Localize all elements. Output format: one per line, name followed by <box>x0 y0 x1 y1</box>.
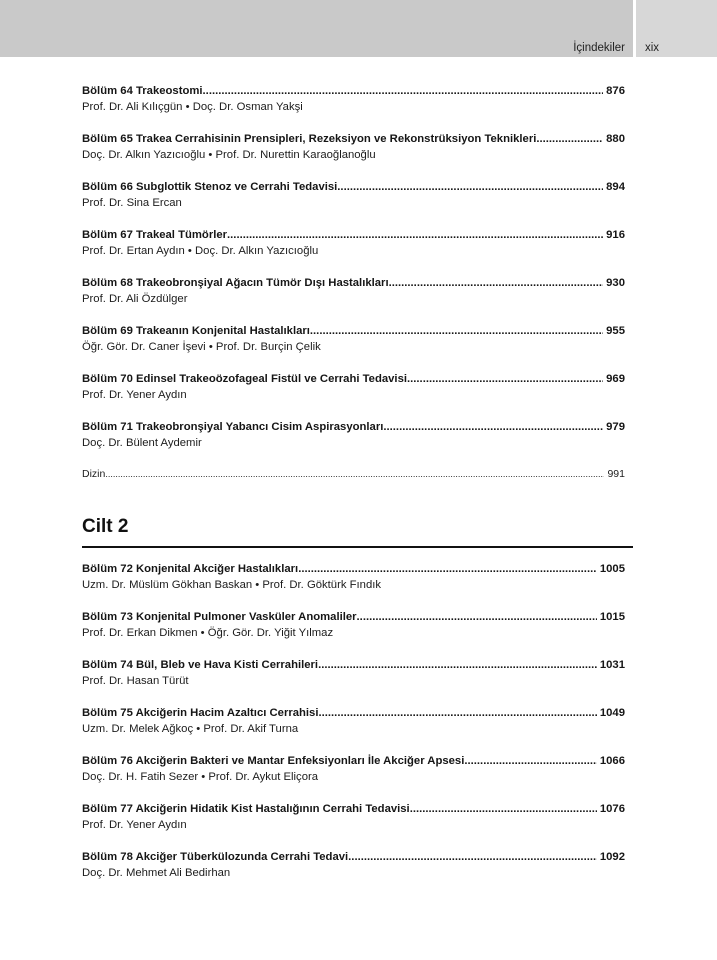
dot-leader <box>318 706 596 721</box>
chapter-authors: Prof. Dr. Erkan Dikmen • Öğr. Gör. Dr. Yiğit Yılmaz <box>82 627 334 639</box>
entry-title-row <box>82 276 625 291</box>
dot-leader <box>410 802 597 817</box>
toc-entry-ch67 <box>82 228 625 276</box>
dot-leader <box>357 610 597 625</box>
entry-title-row <box>82 420 625 435</box>
dot-leader <box>203 84 604 99</box>
toc-entry-ch70 <box>82 372 625 420</box>
chapter-authors: Prof. Dr. Yener Aydın <box>82 389 187 401</box>
entry-title-row <box>82 562 625 577</box>
dot-leader <box>318 658 597 673</box>
running-header-page-box <box>636 0 717 57</box>
entry-title-row <box>82 132 625 147</box>
index-label: Dizin <box>82 468 106 480</box>
chapter-page-number: 1049 <box>599 707 625 719</box>
volume-heading: Cilt 2 <box>82 516 129 537</box>
dot-leader <box>227 228 603 243</box>
chapter-page-number: 916 <box>606 229 625 241</box>
dot-leader <box>310 324 603 339</box>
toc-entry-ch78 <box>82 850 625 898</box>
chapter-title: Bölüm 67 Trakeal Tümörler <box>82 229 228 241</box>
chapter-page-number: 969 <box>606 373 625 385</box>
chapter-authors: Doç. Dr. Alkın Yazıcıoğlu • Prof. Dr. Nurettin Karaoğlanoğlu <box>82 149 376 161</box>
entry-title-row <box>82 658 625 673</box>
page-number: xix <box>645 42 660 54</box>
chapter-authors: Uzm. Dr. Müslüm Gökhan Baskan • Prof. Dr. Göktürk Fındık <box>82 579 382 591</box>
running-header-band <box>0 0 633 57</box>
dot-leader <box>407 372 603 387</box>
entry-title-row <box>82 610 625 625</box>
chapter-page-number: 979 <box>606 421 625 433</box>
toc-entry-ch76 <box>82 754 625 802</box>
dot-leader <box>298 562 597 577</box>
chapter-title: Bölüm 74 Bül, Bleb ve Hava Kisti Cerrahileri <box>82 659 319 671</box>
dot-leader <box>105 467 604 481</box>
toc-list-volume-2 <box>82 562 625 898</box>
chapter-page-number: 880 <box>606 133 625 145</box>
toc-entry-ch65 <box>82 132 625 180</box>
chapter-page-number: 1005 <box>599 563 625 575</box>
toc-list-volume-1 <box>82 84 625 468</box>
dot-leader <box>348 850 597 865</box>
chapter-authors: Doç. Dr. H. Fatih Sezer • Prof. Dr. Aykut Eliçora <box>82 771 319 783</box>
running-header-section-title: İçindekiler <box>573 42 625 54</box>
entry-title-row <box>82 372 625 387</box>
chapter-title: Bölüm 77 Akciğerin Hidatik Kist Hastalığının Cerrahi Tedavisi <box>82 803 410 815</box>
chapter-page-number: 894 <box>606 181 625 193</box>
chapter-title: Bölüm 72 Konjenital Akciğer Hastalıkları <box>82 563 299 575</box>
chapter-authors: Prof. Dr. Ertan Aydın • Doç. Dr. Alkın Yazıcıoğlu <box>82 245 319 257</box>
chapter-authors: Doç. Dr. Mehmet Ali Bedirhan <box>82 867 231 879</box>
entry-title-row <box>82 706 625 721</box>
chapter-title: Bölüm 69 Trakeanın Konjenital Hastalıkları <box>82 325 310 337</box>
chapter-authors: Prof. Dr. Yener Aydın <box>82 819 187 831</box>
index-page-number: 991 <box>607 468 625 480</box>
toc-entry-ch72 <box>82 562 625 610</box>
chapter-title: Bölüm 73 Konjenital Pulmoner Vasküler Anomaliler <box>82 611 357 623</box>
chapter-authors: Doç. Dr. Bülent Aydemir <box>82 437 202 449</box>
entry-title-row <box>82 84 625 99</box>
chapter-authors: Prof. Dr. Sina Ercan <box>82 197 182 209</box>
chapter-title: Bölüm 64 Trakeostomi <box>82 85 203 97</box>
dot-leader <box>383 420 603 435</box>
toc-entry-ch71 <box>82 420 625 468</box>
chapter-authors: Prof. Dr. Hasan Türüt <box>82 675 189 687</box>
chapter-authors: Uzm. Dr. Melek Ağkoç • Prof. Dr. Akif Turna <box>82 723 299 735</box>
entry-title-row <box>82 850 625 865</box>
chapter-page-number: 1066 <box>599 755 625 767</box>
chapter-page-number: 1031 <box>599 659 625 671</box>
chapter-title: Bölüm 78 Akciğer Tüberkülozunda Cerrahi Tedavi <box>82 851 349 863</box>
toc-entry-ch75 <box>82 706 625 754</box>
toc-entry-ch74 <box>82 658 625 706</box>
chapter-title: Bölüm 66 Subglottik Stenoz ve Cerrahi Tedavisi <box>82 181 338 193</box>
chapter-title: Bölüm 70 Edinsel Trakeoözofageal Fistül ve Cerrahi Tedavisi <box>82 373 407 385</box>
toc-entry-index <box>82 467 625 481</box>
entry-title-row <box>82 802 625 817</box>
chapter-title: Bölüm 75 Akciğerin Hacim Azaltıcı Cerrahisi <box>82 707 319 719</box>
toc-entry-ch64 <box>82 84 625 132</box>
toc-entry-ch77 <box>82 802 625 850</box>
chapter-page-number: 1076 <box>599 803 625 815</box>
chapter-page-number: 930 <box>606 277 625 289</box>
volume-heading-rule <box>82 546 633 548</box>
toc-entry-ch69 <box>82 324 625 372</box>
chapter-page-number: 955 <box>606 325 625 337</box>
chapter-authors: Öğr. Gör. Dr. Caner İşevi • Prof. Dr. Burçin Çelik <box>82 341 321 353</box>
dot-leader <box>337 180 603 195</box>
toc-entry-ch73 <box>82 610 625 658</box>
dot-leader <box>389 276 604 291</box>
entry-title-row <box>82 180 625 195</box>
chapter-title: Bölüm 76 Akciğerin Bakteri ve Mantar Enfeksiyonları İle Akciğer Apsesi <box>82 755 465 767</box>
chapter-authors: Prof. Dr. Ali Kılıçgün • Doç. Dr. Osman Yakşi <box>82 101 303 113</box>
entry-title-row <box>82 228 625 243</box>
entry-title-row <box>82 324 625 339</box>
chapter-title: Bölüm 71 Trakeobronşiyal Yabancı Cisim Aspirasyonları <box>82 421 384 433</box>
toc-entry-ch68 <box>82 276 625 324</box>
toc-entry-ch66 <box>82 180 625 228</box>
chapter-page-number: 1092 <box>599 851 625 863</box>
chapter-title: Bölüm 68 Trakeobronşiyal Ağacın Tümör Dışı Hastalıkları <box>82 277 389 289</box>
dot-leader <box>536 132 603 147</box>
dot-leader <box>464 754 597 769</box>
chapter-page-number: 1015 <box>599 611 625 623</box>
entry-title-row <box>82 754 625 769</box>
chapter-authors: Prof. Dr. Ali Özdülger <box>82 293 188 305</box>
chapter-title: Bölüm 65 Trakea Cerrahisinin Prensipleri, Rezeksiyon ve Rekonstrüksiyon Teknikleri <box>82 133 537 145</box>
chapter-page-number: 876 <box>606 85 625 97</box>
